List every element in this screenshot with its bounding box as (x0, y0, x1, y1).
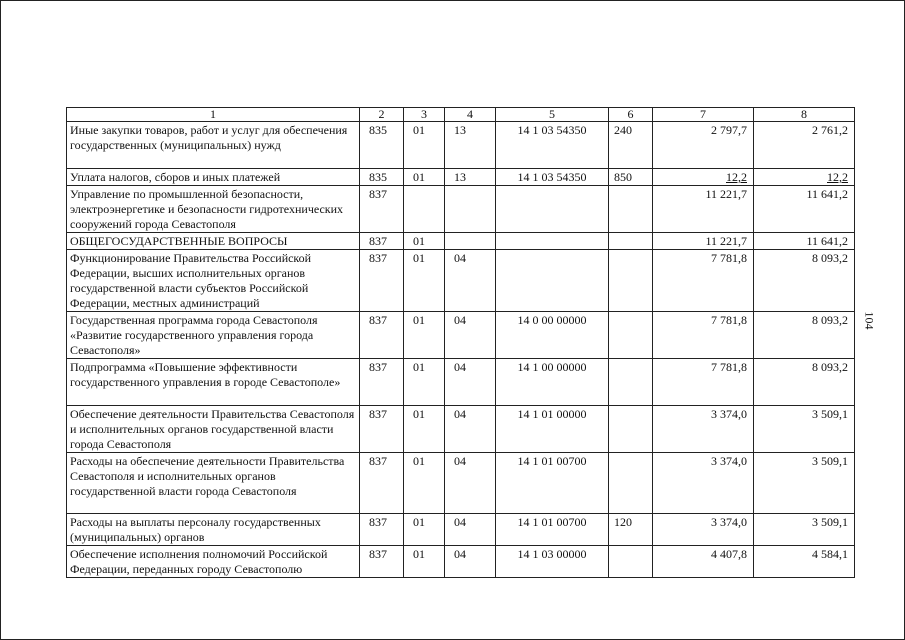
cell-ministry-code: 837 (360, 546, 404, 578)
column-header: 6 (609, 108, 653, 122)
cell-target-article: 14 1 03 54350 (496, 122, 609, 169)
cell-amount-year1: 2 797,7 (653, 122, 754, 169)
cell-ministry-code: 835 (360, 169, 404, 186)
cell-expense-type (609, 312, 653, 359)
cell-amount-year2: 3 509,1 (754, 514, 855, 546)
cell-amount-year2: 4 584,1 (754, 546, 855, 578)
cell-target-article: 14 1 00 00000 (496, 359, 609, 406)
cell-section-code: 01 (404, 250, 445, 312)
cell-ministry-code: 837 (360, 233, 404, 250)
cell-amount-year2: 11 641,2 (754, 186, 855, 233)
cell-subsection-code: 04 (445, 514, 496, 546)
cell-name: Обеспечение исполнения полномочий Российской Федерации, переданных городу Севастополю (67, 546, 360, 578)
cell-amount-year1: 7 781,8 (653, 312, 754, 359)
cell-section-code: 01 (404, 312, 445, 359)
cell-expense-type (609, 453, 653, 514)
cell-subsection-code: 04 (445, 250, 496, 312)
budget-table (66, 107, 855, 578)
cell-name: Государственная программа города Севастополя «Развитие государственного управления города Севастополя» (67, 312, 360, 359)
table-row (67, 122, 855, 169)
cell-expense-type: 850 (609, 169, 653, 186)
cell-expense-type (609, 233, 653, 250)
column-header: 7 (653, 108, 754, 122)
cell-section-code: 01 (404, 546, 445, 578)
cell-subsection-code: 13 (445, 169, 496, 186)
cell-section-code: 01 (404, 233, 445, 250)
cell-ministry-code: 835 (360, 122, 404, 169)
cell-subsection-code: 04 (445, 359, 496, 406)
column-header: 3 (404, 108, 445, 122)
cell-section-code: 01 (404, 169, 445, 186)
cell-amount-year1: 7 781,8 (653, 359, 754, 406)
cell-subsection-code: 04 (445, 453, 496, 514)
cell-amount-year1: 7 781,8 (653, 250, 754, 312)
cell-amount-year2: 8 093,2 (754, 312, 855, 359)
table-row (67, 546, 855, 578)
cell-ministry-code: 837 (360, 514, 404, 546)
cell-amount-year2: 12,2 (754, 169, 855, 186)
cell-target-article: 14 0 00 00000 (496, 312, 609, 359)
cell-amount-year2: 2 761,2 (754, 122, 855, 169)
column-header: 2 (360, 108, 404, 122)
cell-name: ОБЩЕГОСУДАРСТВЕННЫЕ ВОПРОСЫ (67, 233, 360, 250)
cell-amount-year2: 8 093,2 (754, 250, 855, 312)
cell-amount-year1: 3 374,0 (653, 406, 754, 453)
cell-expense-type (609, 406, 653, 453)
cell-amount-year2: 8 093,2 (754, 359, 855, 406)
cell-target-article: 14 1 03 00000 (496, 546, 609, 578)
cell-ministry-code: 837 (360, 406, 404, 453)
header-row (67, 108, 855, 122)
table-row (67, 453, 855, 514)
cell-ministry-code: 837 (360, 312, 404, 359)
cell-subsection-code (445, 186, 496, 233)
cell-ministry-code: 837 (360, 186, 404, 233)
cell-subsection-code: 13 (445, 122, 496, 169)
cell-expense-type: 240 (609, 122, 653, 169)
cell-target-article (496, 250, 609, 312)
cell-amount-year1: 3 374,0 (653, 514, 754, 546)
cell-amount-year2: 11 641,2 (754, 233, 855, 250)
cell-target-article (496, 233, 609, 250)
cell-name: Иные закупки товаров, работ и услуг для обеспечения государственных (муниципальных) нужд (67, 122, 360, 169)
cell-amount-year1: 11 221,7 (653, 186, 754, 233)
column-header: 5 (496, 108, 609, 122)
cell-section-code: 01 (404, 122, 445, 169)
cell-expense-type (609, 250, 653, 312)
cell-expense-type (609, 359, 653, 406)
table-row (67, 233, 855, 250)
cell-target-article (496, 186, 609, 233)
table-row (67, 359, 855, 406)
table-row (67, 250, 855, 312)
cell-target-article: 14 1 01 00000 (496, 406, 609, 453)
cell-ministry-code: 837 (360, 250, 404, 312)
cell-amount-year1: 12,2 (653, 169, 754, 186)
cell-name: Подпрограмма «Повышение эффективности государственного управления в городе Севастополе» (67, 359, 360, 406)
cell-name: Обеспечение деятельности Правительства Севастополя и исполнительных органов государственной власти города Севастополя (67, 406, 360, 453)
cell-expense-type (609, 546, 653, 578)
cell-amount-year2: 3 509,1 (754, 453, 855, 514)
cell-name: Расходы на обеспечение деятельности Правительства Севастополя и исполнительных органов государственной власти города Севастополя (67, 453, 360, 514)
cell-name: Функционирование Правительства Российской Федерации, высших исполнительных органов государственной власти субъектов Российской Федерации, местных администраций (67, 250, 360, 312)
cell-subsection-code: 04 (445, 406, 496, 453)
cell-name: Уплата налогов, сборов и иных платежей (67, 169, 360, 186)
cell-subsection-code (445, 233, 496, 250)
cell-section-code: 01 (404, 406, 445, 453)
cell-subsection-code: 04 (445, 546, 496, 578)
cell-target-article: 14 1 01 00700 (496, 453, 609, 514)
table-row (67, 169, 855, 186)
cell-expense-type: 120 (609, 514, 653, 546)
page-number: 104 (862, 311, 877, 330)
table-row (67, 312, 855, 359)
cell-section-code (404, 186, 445, 233)
table-row (67, 186, 855, 233)
cell-amount-year1: 4 407,8 (653, 546, 754, 578)
cell-target-article: 14 1 03 54350 (496, 169, 609, 186)
cell-amount-year1: 11 221,7 (653, 233, 754, 250)
cell-ministry-code: 837 (360, 359, 404, 406)
cell-ministry-code: 837 (360, 453, 404, 514)
cell-subsection-code: 04 (445, 312, 496, 359)
cell-section-code: 01 (404, 514, 445, 546)
column-header: 1 (67, 108, 360, 122)
cell-amount-year2: 3 509,1 (754, 406, 855, 453)
cell-section-code: 01 (404, 453, 445, 514)
table-row (67, 406, 855, 453)
column-header: 4 (445, 108, 496, 122)
cell-name: Управление по промышленной безопасности, электроэнергетике и безопасности гидротехнических сооружений города Севастополя (67, 186, 360, 233)
cell-name: Расходы на выплаты персоналу государственных (муниципальных) органов (67, 514, 360, 546)
cell-amount-year1: 3 374,0 (653, 453, 754, 514)
cell-section-code: 01 (404, 359, 445, 406)
cell-target-article: 14 1 01 00700 (496, 514, 609, 546)
cell-expense-type (609, 186, 653, 233)
table-row (67, 514, 855, 546)
column-header: 8 (754, 108, 855, 122)
